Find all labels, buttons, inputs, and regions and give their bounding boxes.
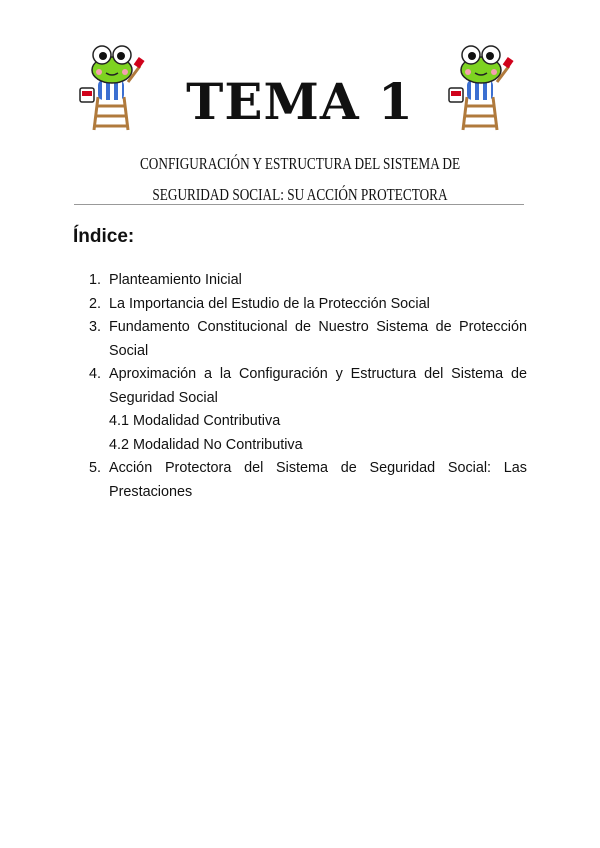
table-of-contents <box>89 269 527 504</box>
divider <box>74 204 524 205</box>
toc-item-number: 1. <box>89 272 102 288</box>
toc-subitem-4-1: 4.1 Modalidad Contributiva <box>109 413 281 429</box>
toc-item-label: Fundamento Constitucional de Nuestro Sistema de Protección Social <box>109 319 527 359</box>
toc-item-label: La Importancia del Estudio de la Protección Social <box>109 295 430 312</box>
toc-item-3 <box>89 316 527 363</box>
toc-item-number: 2. <box>89 295 102 312</box>
toc-item-number: 4. <box>89 366 102 382</box>
page-title: TEMA 1 <box>186 72 414 131</box>
toc-item-1 <box>89 269 527 293</box>
toc-item-4 <box>89 363 527 457</box>
toc-item-2 <box>89 293 527 317</box>
toc-item-number: 3. <box>89 319 102 335</box>
toc-item-label: Planteamiento Inicial <box>109 272 242 288</box>
toc-item-label: Acción Protectora del Sistema de Seguridad Social: Las Prestaciones <box>109 460 527 500</box>
toc-item-5 <box>89 457 527 504</box>
index-heading: Índice: <box>73 226 135 247</box>
page-subtitle: CONFIGURACIÓN Y ESTRUCTURA DEL SISTEMA DE SEGURIDAD SOCIAL: SU ACCIÓN PROTECTORA <box>139 154 461 204</box>
toc-item-number: 5. <box>89 460 102 476</box>
toc-item-label: Aproximación a la Configuración y Estructura del Sistema de Seguridad Social <box>109 366 527 406</box>
toc-subitem-4-2: 4.2 Modalidad No Contributiva <box>109 436 303 453</box>
